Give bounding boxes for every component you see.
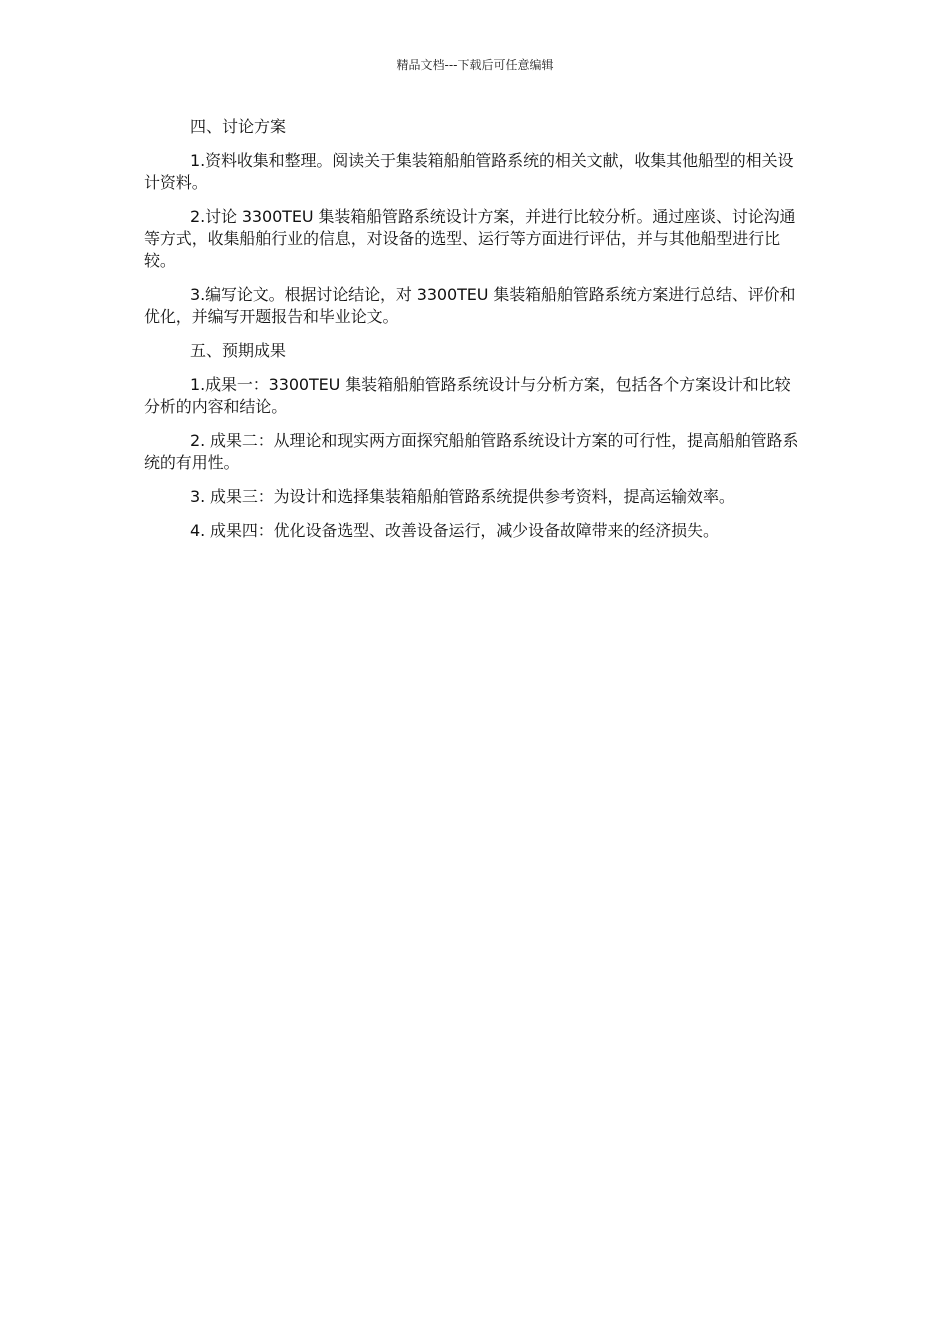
result-paragraph-4: 4. 成果四：优化设备选型、改善设备运行，减少设备故障带来的经济损失。: [190, 521, 719, 540]
section-heading-expected-results: 五、预期成果: [190, 341, 287, 360]
document-body: [144, 116, 806, 554]
result-paragraph-1: 1.成果一：3300TEU 集装箱船舶管路系统设计与分析方案，包括各个方案设计和比较分析的内容和结论。: [144, 375, 791, 416]
discussion-paragraph-1: 1.资料收集和整理。阅读关于集装箱船舶管路系统的相关文献，收集其他船型的相关设计资料。: [144, 151, 794, 192]
discussion-paragraph-2: 2.讨论 3300TEU 集装箱船管路系统设计方案，并进行比较分析。通过座谈、讨论沟通等方式，收集船舶行业的信息，对设备的选型、运行等方面进行评估，并与其他船型进行比较。: [144, 207, 796, 270]
result-paragraph-2: 2. 成果二：从理论和现实两方面探究船舶管路系统设计方案的可行性，提高船舶管路系统的有用性。: [144, 431, 799, 472]
discussion-paragraph-3: 3.编写论文。根据讨论结论，对 3300TEU 集装箱船舶管路系统方案进行总结、评价和优化，并编写开题报告和毕业论文。: [144, 285, 796, 326]
result-paragraph-3: 3. 成果三：为设计和选择集装箱船舶管路系统提供参考资料，提高运输效率。: [190, 487, 735, 506]
section-heading-discussion: 四、讨论方案: [190, 117, 287, 136]
page-header: 精品文档---下载后可任意编辑: [396, 58, 554, 72]
